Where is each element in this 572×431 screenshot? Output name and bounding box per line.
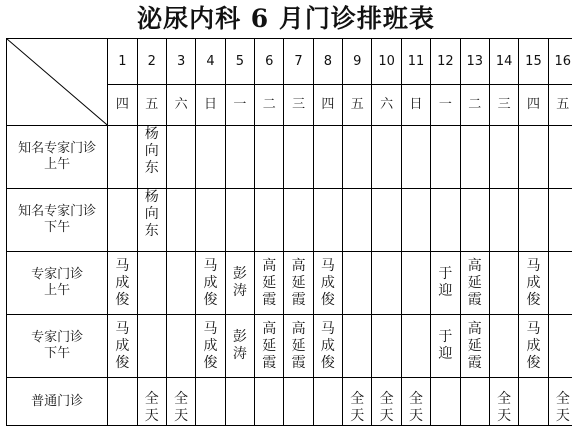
row-label-line2: 下午: [44, 220, 71, 235]
schedule-cell: [166, 378, 195, 426]
doctor-name: 全天: [555, 391, 570, 424]
schedule-cell: [401, 252, 430, 315]
doctor-name: 高延霞: [262, 257, 277, 308]
day-number-cell: 5: [225, 39, 254, 85]
schedule-cell: [548, 315, 572, 378]
schedule-cell: [431, 315, 460, 378]
day-number-cell: 7: [284, 39, 313, 85]
doctor-name: 高延霞: [262, 320, 277, 371]
doctor-name: 于迎: [438, 329, 453, 362]
schedule-cell: [166, 252, 195, 315]
schedule-cell: [284, 252, 313, 315]
doctor-name: 杨向东: [144, 189, 159, 239]
schedule-row: [7, 189, 572, 252]
schedule-cell: [489, 378, 518, 426]
schedule-cell: [460, 126, 489, 189]
schedule-cell: [372, 189, 401, 252]
weekday-cell: 一: [431, 85, 460, 126]
day-number-cell: 6: [255, 39, 284, 85]
schedule-cell: [460, 315, 489, 378]
weekday-cell: 日: [196, 85, 225, 126]
schedule-cell: [343, 126, 372, 189]
weekday-cell: 三: [284, 85, 313, 126]
day-number-cell: 3: [166, 39, 195, 85]
schedule-row: [7, 252, 572, 315]
day-number-cell: 4: [196, 39, 225, 85]
weekday-cell: 三: [489, 85, 518, 126]
schedule-cell: [401, 315, 430, 378]
schedule-cell: [196, 315, 225, 378]
schedule-cell: [255, 378, 284, 426]
schedule-cell: [431, 189, 460, 252]
schedule-cell: [196, 126, 225, 189]
schedule-cell: [137, 126, 166, 189]
doctor-name: 马成俊: [320, 257, 335, 308]
schedule-cell: [108, 315, 137, 378]
schedule-cell: [313, 126, 342, 189]
schedule-cell: [548, 252, 572, 315]
schedule-cell: [548, 189, 572, 252]
schedule-cell: [166, 189, 195, 252]
schedule-cell: [225, 126, 254, 189]
schedule-cell: [313, 378, 342, 426]
diagonal-line: [7, 39, 107, 125]
weekday-cell: 五: [548, 85, 572, 126]
day-number-cell: 11: [401, 39, 430, 85]
doctor-name: 全天: [350, 391, 365, 424]
schedule-cell: [284, 189, 313, 252]
schedule-cell: [137, 252, 166, 315]
schedule-cell: [196, 252, 225, 315]
day-number-cell: 8: [313, 39, 342, 85]
row-label-line1: 知名专家门诊: [18, 141, 97, 156]
doctor-name: 马成俊: [115, 257, 130, 308]
doctor-name: 马成俊: [526, 320, 541, 371]
schedule-row: [7, 378, 572, 426]
schedule-cell: [460, 189, 489, 252]
row-label-line2: 上午: [44, 157, 71, 172]
schedule-cell: [108, 189, 137, 252]
weekday-cell: 四: [313, 85, 342, 126]
schedule-cell: [166, 315, 195, 378]
doctor-name: 彭涛: [232, 329, 247, 362]
schedule-cell: [343, 315, 372, 378]
weekday-cell: 六: [166, 85, 195, 126]
schedule-cell: [431, 378, 460, 426]
row-label-line1: 专家门诊: [31, 267, 84, 282]
doctor-name: 马成俊: [526, 257, 541, 308]
schedule-cell: [519, 378, 548, 426]
weekday-cell: 五: [343, 85, 372, 126]
doctor-name: 杨向东: [144, 126, 159, 176]
schedule-cell: [343, 189, 372, 252]
schedule-cell: [255, 252, 284, 315]
schedule-cell: [431, 252, 460, 315]
row-label-line1: 知名专家门诊: [18, 204, 97, 219]
row-label-cell: [7, 378, 108, 426]
schedule-cell: [519, 126, 548, 189]
day-number-cell: 14: [489, 39, 518, 85]
doctor-name: 全天: [174, 391, 189, 424]
schedule-cell: [137, 189, 166, 252]
weekday-cell: 六: [372, 85, 401, 126]
row-label-cell: [7, 252, 108, 315]
schedule-cell: [460, 252, 489, 315]
schedule-cell: [284, 315, 313, 378]
schedule-cell: [489, 126, 518, 189]
schedule-cell: [489, 252, 518, 315]
weekday-cell: 一: [225, 85, 254, 126]
schedule-table: [6, 38, 572, 426]
row-label-cell: [7, 189, 108, 252]
schedule-cell: [401, 378, 430, 426]
schedule-cell: [225, 378, 254, 426]
doctor-name: 于迎: [438, 266, 453, 299]
day-number-cell: 2: [137, 39, 166, 85]
row-label-cell: [7, 315, 108, 378]
schedule-cell: [284, 378, 313, 426]
day-number-cell: 10: [372, 39, 401, 85]
doctor-name: 全天: [409, 391, 423, 424]
schedule-cell: [372, 315, 401, 378]
doctor-name: 马成俊: [203, 257, 218, 308]
row-label-cell: [7, 126, 108, 189]
schedule-cell: [225, 315, 254, 378]
doctor-name: 马成俊: [320, 320, 335, 371]
row-label-line1: 普通门诊: [31, 393, 84, 409]
schedule-cell: [196, 189, 225, 252]
schedule-cell: [137, 378, 166, 426]
doctor-name: 全天: [144, 391, 159, 424]
schedule-row: [7, 315, 572, 378]
weekday-cell: 五: [137, 85, 166, 126]
schedule-cell: [372, 378, 401, 426]
schedule-cell: [548, 126, 572, 189]
doctor-name: 高延霞: [467, 257, 482, 308]
schedule-cell: [196, 378, 225, 426]
doctor-name: 马成俊: [203, 320, 218, 371]
page-title: 泌尿内科 6 月门诊排班表: [137, 4, 435, 33]
schedule-cell: [548, 378, 572, 426]
day-number-cell: 12: [431, 39, 460, 85]
schedule-cell: [284, 126, 313, 189]
schedule-cell: [489, 189, 518, 252]
day-number-cell: 1: [108, 39, 137, 85]
schedule-cell: [108, 126, 137, 189]
schedule-cell: [372, 126, 401, 189]
doctor-name: 彭涛: [232, 266, 247, 299]
schedule-cell: [255, 189, 284, 252]
row-label-line2: 下午: [44, 346, 71, 361]
schedule-cell: [519, 189, 548, 252]
doctor-name: 高延霞: [291, 320, 306, 371]
schedule-cell: [401, 189, 430, 252]
doctor-name: 高延霞: [467, 320, 482, 371]
schedule-cell: [225, 252, 254, 315]
day-number-cell: 16: [548, 39, 572, 85]
schedule-cell: [343, 378, 372, 426]
schedule-cell: [401, 126, 430, 189]
day-number-row: [7, 39, 572, 85]
doctor-name: 马成俊: [115, 320, 130, 371]
schedule-cell: [372, 252, 401, 315]
schedule-cell: [431, 126, 460, 189]
schedule-cell: [137, 315, 166, 378]
schedule-cell: [460, 378, 489, 426]
schedule-cell: [313, 252, 342, 315]
day-number-cell: 13: [460, 39, 489, 85]
weekday-cell: 四: [519, 85, 548, 126]
weekday-cell: 二: [460, 85, 489, 126]
doctor-name: 高延霞: [291, 257, 306, 308]
schedule-cell: [108, 252, 137, 315]
corner-diagonal-cell: [7, 39, 108, 126]
schedule-cell: [255, 126, 284, 189]
row-label-line2: 上午: [44, 283, 71, 298]
weekday-cell: 四: [108, 85, 137, 126]
schedule-cell: [313, 315, 342, 378]
schedule-row: [7, 126, 572, 189]
schedule-cell: [108, 378, 137, 426]
schedule-cell: [519, 252, 548, 315]
weekday-cell: 日: [401, 85, 430, 126]
doctor-name: 全天: [497, 391, 512, 424]
schedule-cell: [489, 315, 518, 378]
schedule-cell: [166, 126, 195, 189]
schedule-cell: [343, 252, 372, 315]
schedule-cell: [519, 315, 548, 378]
schedule-cell: [313, 189, 342, 252]
schedule-cell: [255, 315, 284, 378]
doctor-name: 全天: [379, 391, 394, 424]
weekday-cell: 二: [255, 85, 284, 126]
day-number-cell: 15: [519, 39, 548, 85]
day-number-cell: 9: [343, 39, 372, 85]
row-label-line1: 专家门诊: [31, 330, 84, 345]
schedule-cell: [225, 189, 254, 252]
